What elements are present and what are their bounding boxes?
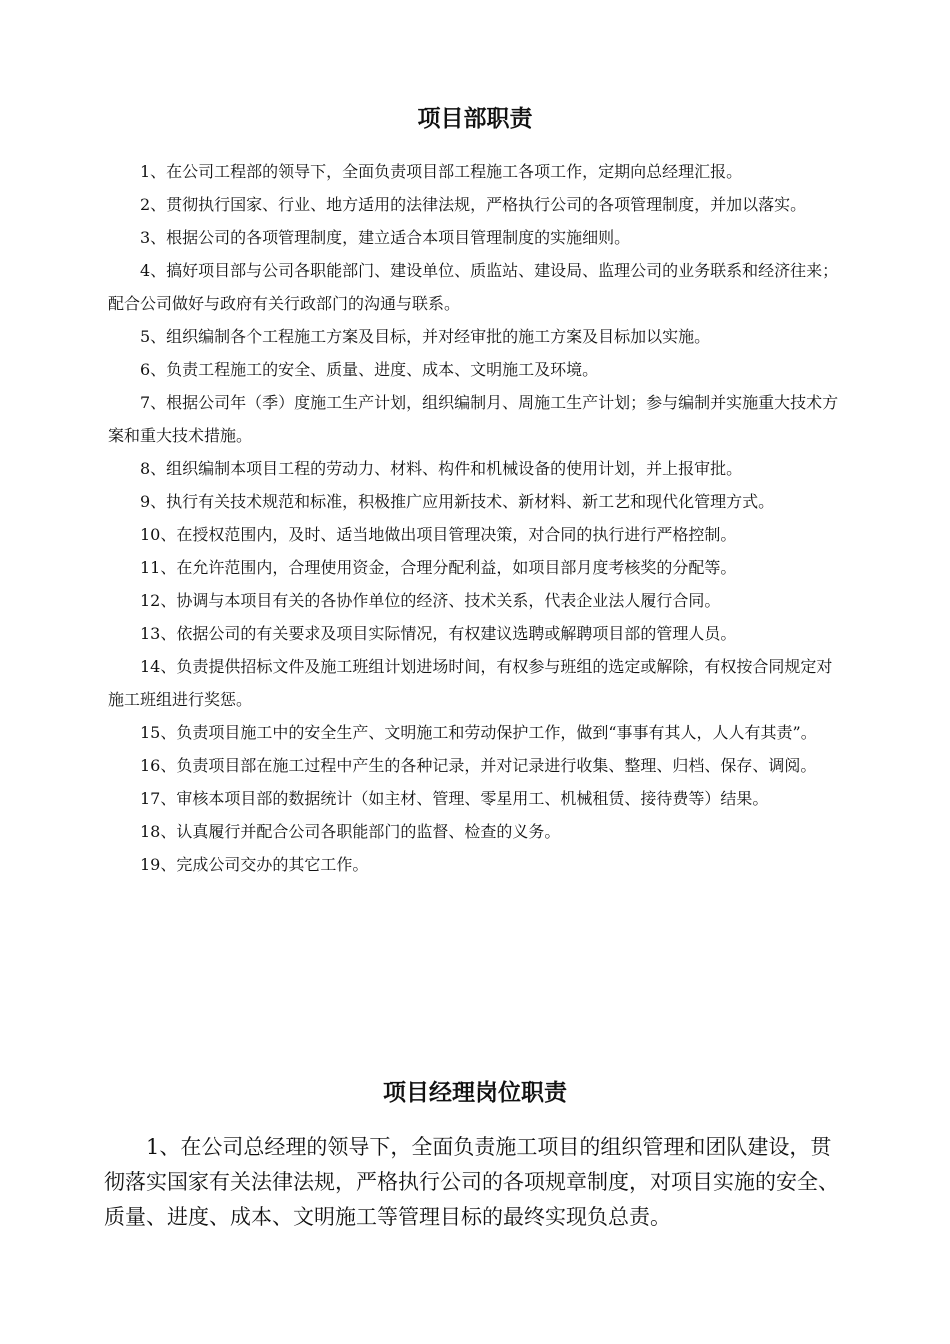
list-item: 4、搞好项目部与公司各职能部门、建设单位、质监站、建设局、监理公司的业务联系和经济往来；配合公司做好与政府有关行政部门的沟通与联系。 xyxy=(108,261,839,313)
list-item: 10、在授权范围内，及时、适当地做出项目管理决策，对合同的执行进行严格控制。 xyxy=(140,525,737,544)
list-item: 18、认真履行并配合公司各职能部门的监督、检查的义务。 xyxy=(140,822,561,841)
list-item: 16、负责项目部在施工过程中产生的各种记录，并对记录进行收集、整理、归档、保存、调阅。 xyxy=(140,756,817,775)
list-item: 2、贯彻执行国家、行业、地方适用的法律法规，严格执行公司的各项管理制度，并加以落实。 xyxy=(140,195,807,214)
list-item: 8、组织编制本项目工程的劳动力、材料、构件和机械设备的使用计划，并上报审批。 xyxy=(140,459,743,478)
section-title-project-department-duties: 项目部职责 xyxy=(417,106,533,132)
list-item: 14、负责提供招标文件及施工班组计划进场时间，有权参与班组的选定或解除，有权按合同规定对施工班组进行奖惩。 xyxy=(108,657,833,709)
list-item: 12、协调与本项目有关的各协作单位的经济、技术关系，代表企业法人履行合同。 xyxy=(140,591,721,610)
duty-list xyxy=(108,155,844,881)
manager-duty-paragraph: 1、在公司总经理的领导下，全面负责施工项目的组织管理和团队建设，贯彻落实国家有关法律法规，严格执行公司的各项规章制度，对项目实施的安全、质量、进度、成本、文明施工等管理目标的最终实现负总责。 xyxy=(104,1135,839,1229)
list-item: 19、完成公司交办的其它工作。 xyxy=(140,855,369,874)
section-title-project-manager-duties: 项目经理岗位职责 xyxy=(383,1080,567,1106)
list-item: 3、根据公司的各项管理制度，建立适合本项目管理制度的实施细则。 xyxy=(140,228,631,247)
manager-duty-body xyxy=(104,1130,842,1235)
list-item: 11、在允许范围内，合理使用资金，合理分配利益，如项目部月度考核奖的分配等。 xyxy=(140,558,737,577)
list-item: 6、负责工程施工的安全、质量、进度、成本、文明施工及环境。 xyxy=(140,360,599,379)
list-item: 9、执行有关技术规范和标准，积极推广应用新技术、新材料、新工艺和现代化管理方式。 xyxy=(140,492,775,511)
list-item: 1、在公司工程部的领导下，全面负责项目部工程施工各项工作，定期向总经理汇报。 xyxy=(140,162,743,181)
list-item: 5、组织编制各个工程施工方案及目标，并对经审批的施工方案及目标加以实施。 xyxy=(140,327,711,346)
list-item: 15、负责项目施工中的安全生产、文明施工和劳动保护工作，做到“事事有其人，人人有其责”。 xyxy=(140,723,817,742)
list-item: 7、根据公司年（季）度施工生产计划，组织编制月、周施工生产计划；参与编制并实施重大技术方案和重大技术措施。 xyxy=(108,393,839,445)
list-item: 17、审核本项目部的数据统计（如主材、管理、零星用工、机械租赁、接待费等）结果。 xyxy=(140,789,769,808)
list-item: 13、依据公司的有关要求及项目实际情况，有权建议选聘或解聘项目部的管理人员。 xyxy=(140,624,737,643)
